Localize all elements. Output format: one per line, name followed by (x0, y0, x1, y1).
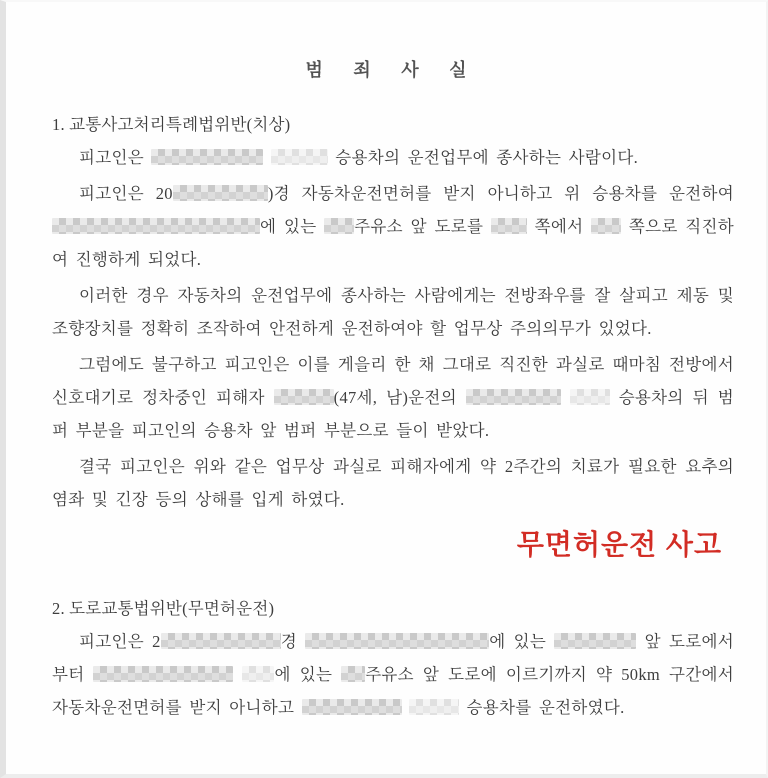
text-run: 쪽으로 직진하여 진행하게 되었다. (52, 217, 734, 269)
redaction-box (302, 699, 402, 715)
text-run: 에 있는 (274, 665, 342, 684)
text-run: 그럼에도 불구하고 피고인은 이를 게을리 한 채 그대로 직진한 과실로 때마침 전방에서 신호대기로 정차중인 피해자 (52, 355, 734, 407)
section-heading: 2. 도로교통법위반(무면허운전) (52, 599, 275, 618)
redaction-box (151, 149, 263, 165)
redaction-box (93, 666, 233, 682)
text-run: )경 자동차운전면허를 받지 아니하고 위 승용차를 운전하여 (267, 184, 734, 203)
text-run: 주유소 앞 도로를 (354, 217, 491, 236)
handwritten-annotation: 무면허운전 사고 (516, 529, 722, 560)
paragraph (52, 279, 734, 345)
redaction-box (409, 699, 459, 715)
text-run: 승용차의 뒤 범퍼 부분을 피고인의 승용차 앞 범퍼 부분으로 들이 받았다. (52, 388, 734, 440)
text-run: 주유소 앞 도로에 이르기까지 약 50km 구간에서 자동차운전면허를 받지 아니하고 (52, 665, 734, 717)
redaction-box (324, 218, 354, 234)
section-unlicensed-driving (52, 592, 734, 724)
text-run: 에 있는 (260, 217, 325, 236)
paragraph (52, 141, 734, 174)
text-run: (47세, 남)운전의 (333, 388, 466, 407)
redaction-box (570, 389, 610, 405)
text-run: 경 (280, 632, 306, 651)
section-heading: 1. 교통사고처리특례법위반(치상) (52, 115, 291, 134)
page-title: 범 죄 사 실 (305, 60, 480, 80)
redaction-box (305, 633, 489, 649)
text-run: 앞 도로에서부터 (52, 632, 734, 684)
redaction-box (52, 218, 260, 234)
text-run: 승용차를 운전하였다. (459, 698, 625, 717)
text-run: 결국 피고인은 위와 같은 업무상 과실로 피해자에게 약 2주간의 치료가 필요한 요추의 염좌 및 긴장 등의 상해를 입게 하였다. (52, 457, 734, 509)
redaction-box (242, 666, 274, 682)
text-run: 피고인은 20 (79, 184, 173, 203)
redaction-box (466, 389, 561, 405)
text-run (402, 698, 409, 717)
text-run (233, 665, 242, 684)
paragraph (52, 177, 734, 276)
text-run: 피고인은 2 (79, 632, 161, 651)
section-traffic-accident (52, 108, 734, 516)
paragraph (52, 625, 734, 724)
text-run (263, 148, 270, 167)
redaction-box (274, 389, 334, 405)
text-run: 에 있는 (489, 632, 555, 651)
text-run (561, 388, 570, 407)
redaction-box (554, 633, 636, 649)
paragraph (52, 348, 734, 447)
redaction-box (491, 218, 527, 234)
text-run: 이러한 경우 자동차의 운전업무에 종사하는 사람에게는 전방좌우를 잘 살피고 제동 및 조향장치를 정확히 조작하여 안전하게 운전하여야 할 업무상 주의의무가 있었다. (52, 286, 734, 338)
redaction-box (173, 185, 268, 201)
text-run: 승용차의 운전업무에 종사하는 사람이다. (327, 148, 639, 167)
redaction-box (591, 218, 621, 234)
text-run: 쪽에서 (526, 217, 592, 236)
redaction-box (271, 149, 328, 165)
text-run: 피고인은 (79, 148, 152, 167)
redaction-box (341, 666, 365, 682)
redaction-box (161, 633, 281, 649)
paragraph (52, 450, 734, 516)
